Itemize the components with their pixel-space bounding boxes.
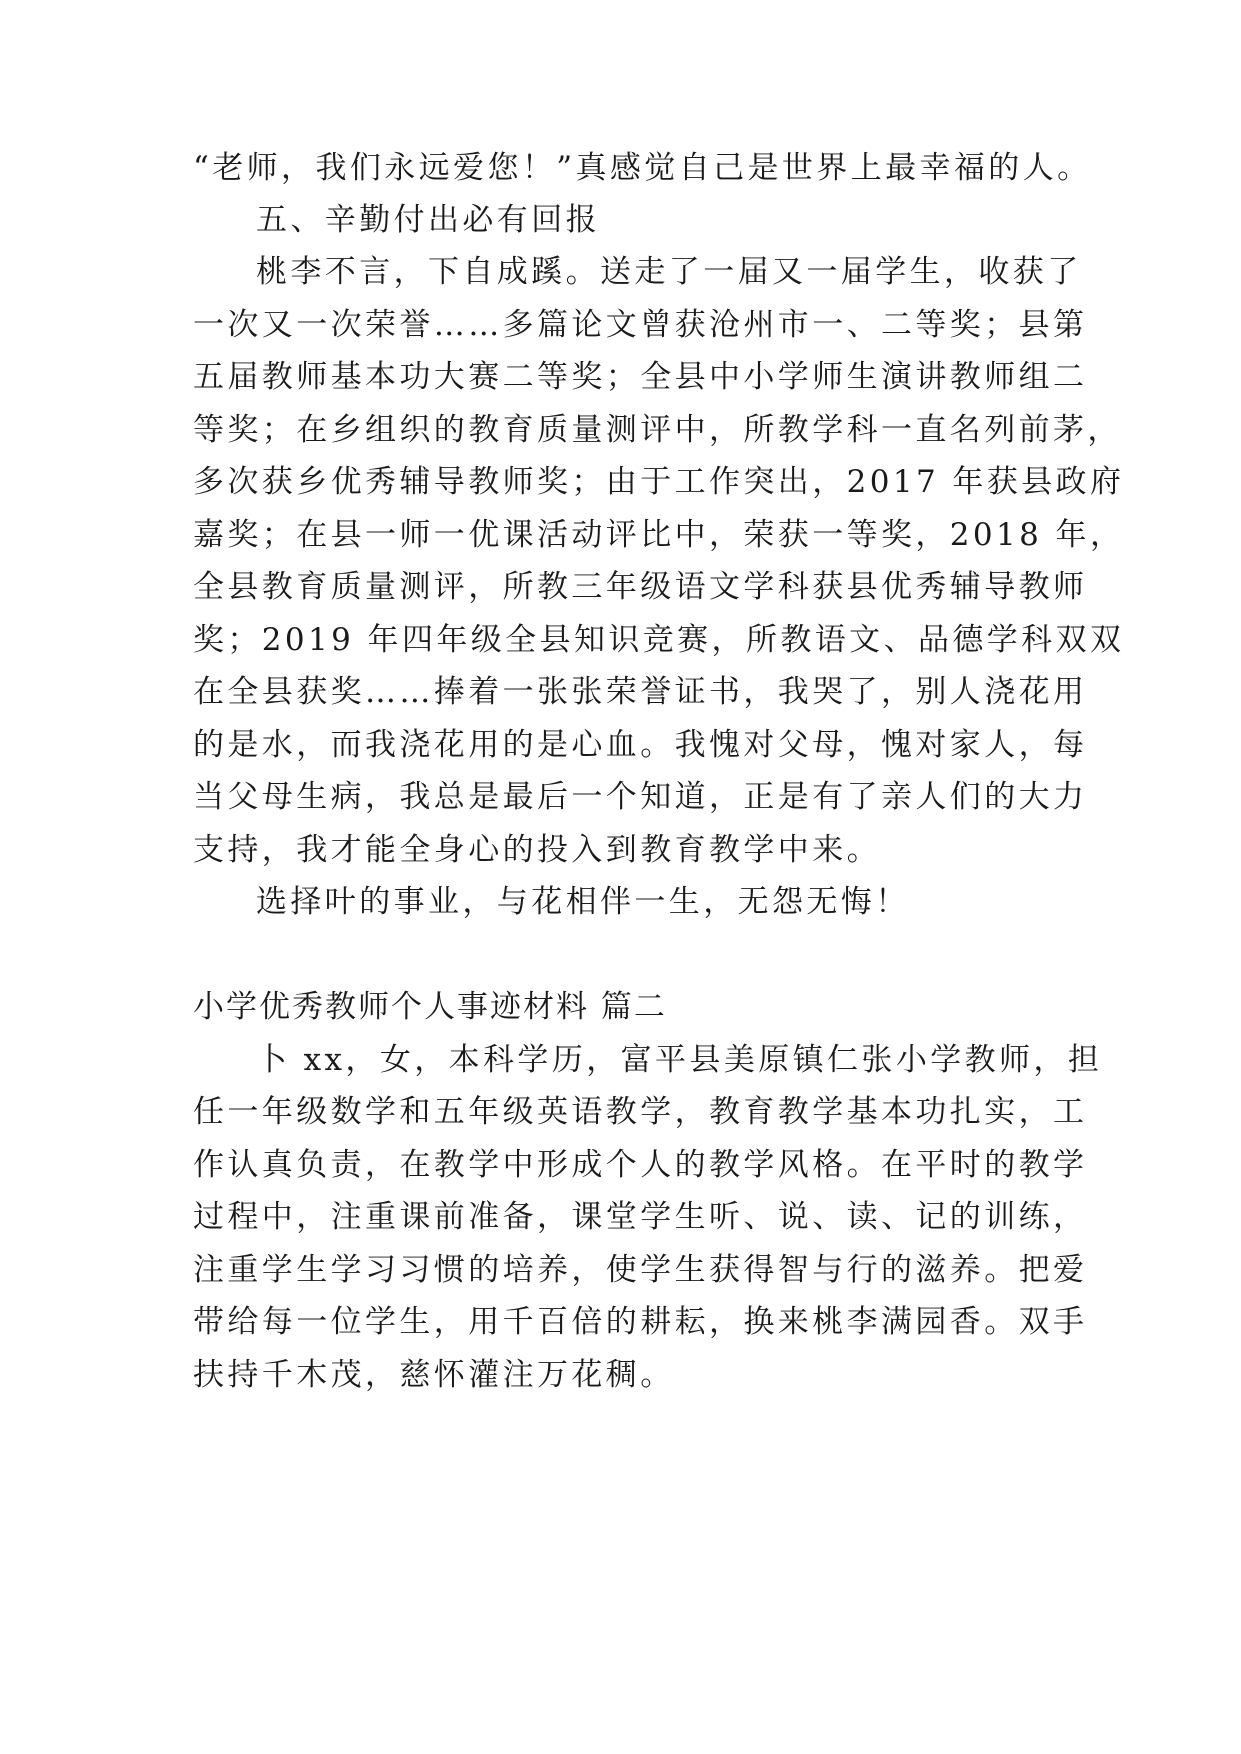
text-line: “老师，我们永远爱您！”真感觉自己是世界上最幸福的人。 xyxy=(193,150,1092,186)
paragraph-line: 桃李不言，下自成蹊。送走了一届又一届学生，收获了 xyxy=(256,254,1082,290)
paragraph-line: 当父母生病，我总是最后一个知道，正是有了亲人们的大力 xyxy=(193,779,1088,815)
paragraph-line: 全县教育质量测评，所教三年级语文学科获县优秀辅导教师 xyxy=(193,569,1088,605)
paragraph-line: 一次又一次荣誉……多篇论文曾获沧州市一、二等奖；县第 xyxy=(193,307,1088,343)
paragraph-line: 过程中，注重课前准备，课堂学生听、说、读、记的训练， xyxy=(193,1199,1088,1235)
paragraph-line: 带给每一位学生，用千百倍的耕耘，换来桃李满园香。双手 xyxy=(193,1304,1088,1340)
paragraph-line: 注重学生学习习惯的培养，使学生获得智与行的滋养。把爱 xyxy=(193,1252,1088,1288)
paragraph-line: 的是水，而我浇花用的是心血。我愧对父母，愧对家人，每 xyxy=(193,727,1088,763)
paragraph-line: 嘉奖；在县一师一优课活动评比中，荣获一等奖，2018 年， xyxy=(193,517,1125,553)
paragraph-line: 五届教师基本功大赛二等奖；全县中小学师生演讲教师组二 xyxy=(193,359,1088,395)
paragraph-line: 支持，我才能全身心的投入到教育教学中来。 xyxy=(193,832,881,868)
paragraph-line: 任一年级数学和五年级英语教学，教育教学基本功扎实，工 xyxy=(193,1094,1088,1130)
article-title: 小学优秀教师个人事迹材料 篇二 xyxy=(193,989,667,1025)
paragraph-line: 在全县获奖……捧着一张张荣誉证书，我哭了，别人浇花用 xyxy=(193,674,1088,710)
paragraph-line: 作认真负责，在教学中形成个人的教学风格。在平时的教学 xyxy=(193,1147,1088,1183)
paragraph-line: 选择叶的事业，与花相伴一生，无怨无悔！ xyxy=(256,884,910,920)
paragraph-line: 等奖；在乡组织的教育质量测评中，所教学科一直名列前茅， xyxy=(193,412,1122,448)
paragraph-line: 奖；2019 年四年级全县知识竞赛，所教语文、品德学科双双 xyxy=(193,622,1125,658)
section-heading: 五、辛勤付出必有回报 xyxy=(256,202,600,238)
paragraph-line: 多次获乡优秀辅导教师奖；由于工作突出，2017 年获县政府 xyxy=(193,464,1125,500)
paragraph-line: 卜 xx，女，本科学历，富平县美原镇仁张小学教师，担 xyxy=(256,1042,1103,1078)
paragraph-line: 扶持千木茂，慈怀灌注万花稠。 xyxy=(193,1357,675,1393)
